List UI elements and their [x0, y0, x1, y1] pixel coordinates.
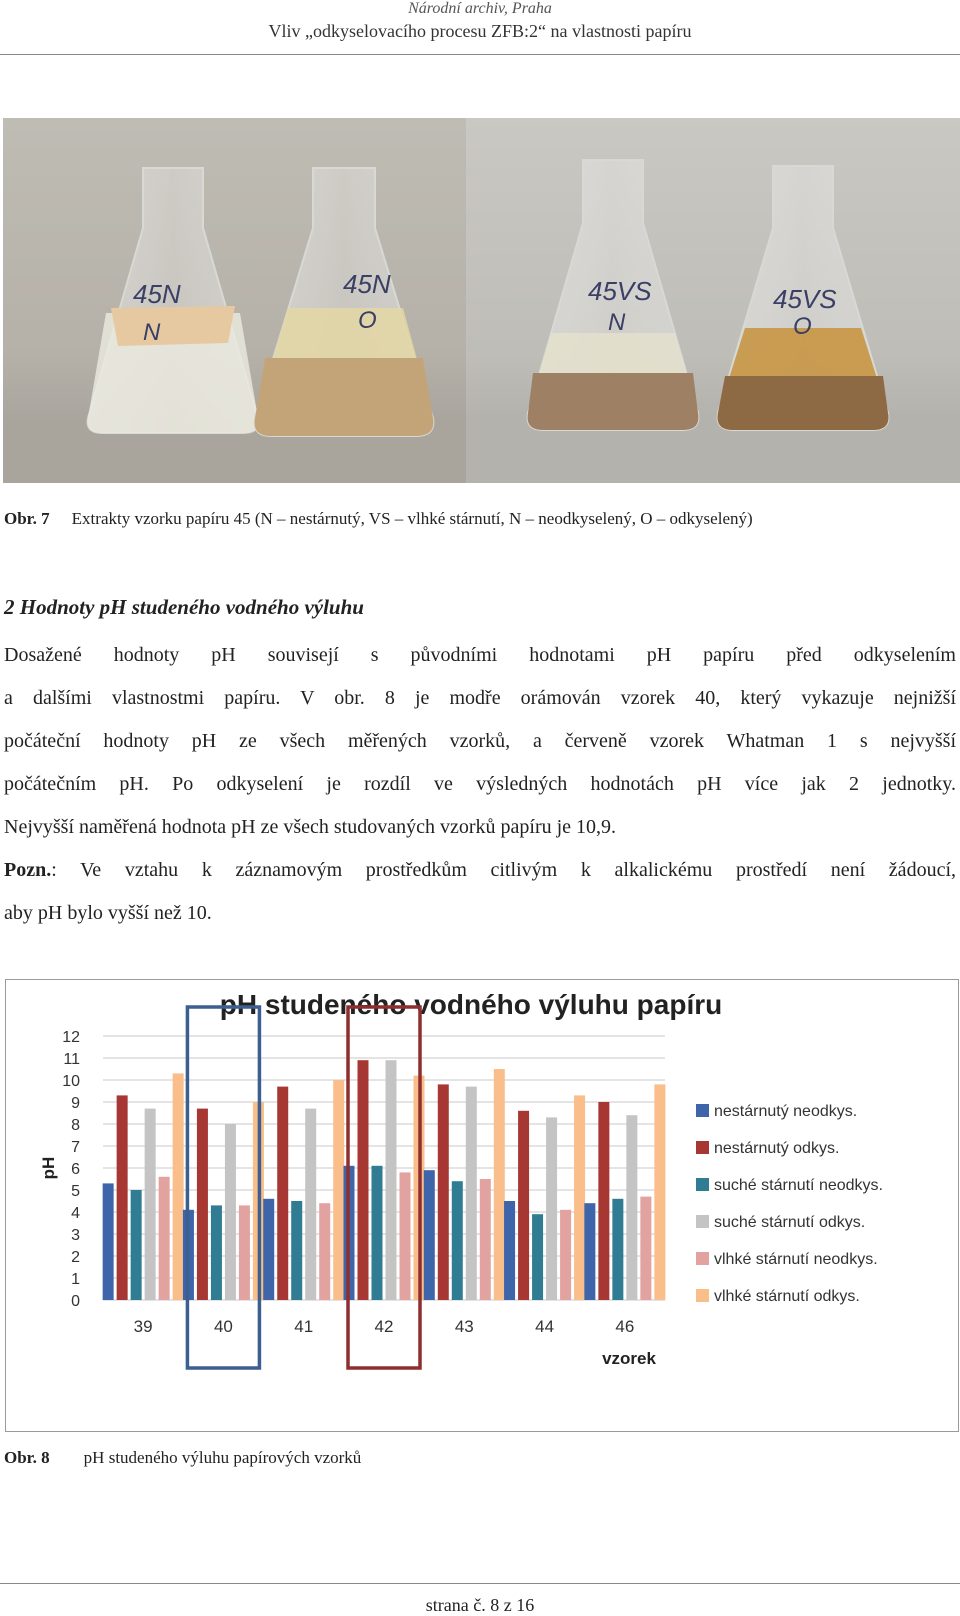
bar [560, 1210, 571, 1300]
bar [333, 1080, 344, 1300]
note-text: : Ve vztahu k záznamovým prostředkům citlivým k alkalickému prostředí není žádoucí, [51, 859, 956, 881]
figure-7-text: Extrakty vzorku papíru 45 (N – nestárnutý, VS – vlhké stárnutí, N – neodkyselený, O – odkyselený) [71, 509, 753, 528]
bar [598, 1102, 609, 1300]
paragraph-line: počátečním pH. Po odkyselení je rozdíl ve výsledných hodnotách pH více jak 2 jednotky. [4, 773, 956, 795]
bar [640, 1197, 651, 1300]
legend-label: suché stárnutí neodkys. [714, 1177, 883, 1194]
bar [103, 1183, 114, 1300]
note-line: aby pH bylo vyšší než 10. [4, 902, 212, 924]
y-tick-label: 9 [71, 1095, 80, 1112]
bar [452, 1181, 463, 1300]
bar [532, 1214, 543, 1300]
bar [319, 1203, 330, 1300]
y-tick-label: 3 [71, 1227, 80, 1244]
header-title: Vliv „odkyselovacího procesu ZFB:2“ na vlastnosti papíru [268, 21, 692, 41]
bar [372, 1166, 383, 1300]
figure-7-caption [4, 509, 753, 529]
note-line [4, 849, 956, 892]
bar [159, 1177, 170, 1300]
flask-1-sublabel: N [143, 319, 161, 346]
bar [211, 1205, 222, 1300]
bar [584, 1203, 595, 1300]
bar [263, 1199, 274, 1300]
y-tick-label: 4 [71, 1205, 80, 1222]
legend-swatch [696, 1215, 709, 1228]
y-tick-label: 7 [71, 1139, 80, 1156]
ph-chart [5, 979, 959, 1432]
legend-swatch [696, 1252, 709, 1265]
flask-1-label: 45N [133, 279, 181, 309]
paragraph-line: Dosažené hodnoty pH souvisejí s původními hodnotami pH papíru před odkyselením [4, 644, 956, 666]
flask-2-sublabel: O [358, 307, 377, 334]
bar [626, 1115, 637, 1300]
figure-8-text: pH studeného výluhu papírových vzorků [83, 1448, 362, 1467]
bar [239, 1205, 250, 1300]
bar [225, 1124, 236, 1300]
y-tick-label: 10 [62, 1073, 80, 1090]
paragraph-line: Nejvyšší naměřená hodnota pH ze všech studovaných vzorků papíru je 10,9. [4, 816, 617, 838]
bar [438, 1084, 449, 1300]
x-tick-label: 46 [615, 1317, 635, 1336]
bar [466, 1087, 477, 1300]
y-axis-label: pH [39, 1156, 58, 1180]
flask-3-label: 45VS [588, 276, 652, 306]
bar [291, 1201, 302, 1300]
section-paragraph [4, 634, 956, 935]
chart-title: pH studeného vodného výluhu papíru [219, 989, 723, 1020]
flask-2-label: 45N [343, 269, 391, 299]
bar [504, 1201, 515, 1300]
bar [358, 1060, 369, 1300]
bar [131, 1190, 142, 1300]
figure-8-caption [4, 1448, 361, 1468]
bar [145, 1109, 156, 1300]
paragraph-line: a dalšími vlastnostmi papíru. V obr. 8 je modře orámován vzorek 40, který vykazuje nejnižší [4, 687, 956, 709]
legend-label: nestárnutý neodkys. [714, 1103, 858, 1120]
section-heading: 2 Hodnoty pH studeného vodného výluhu [4, 595, 364, 619]
legend-swatch [696, 1141, 709, 1154]
footer-divider [0, 1583, 960, 1584]
legend-swatch [696, 1104, 709, 1117]
legend-swatch [696, 1178, 709, 1191]
bar [173, 1073, 184, 1300]
legend-label: nestárnutý odkys. [714, 1140, 840, 1157]
bar [494, 1069, 505, 1300]
y-tick-label: 5 [71, 1183, 80, 1200]
bar [574, 1095, 585, 1300]
header-divider [0, 54, 960, 55]
figure-8-label: Obr. 8 [4, 1448, 50, 1467]
x-axis-label: vzorek [602, 1349, 656, 1368]
bar [277, 1087, 288, 1300]
bar [400, 1172, 411, 1300]
paragraph-line: počáteční hodnoty pH ze všech měřených vzorků, a červeně vzorek Whatman 1 s nejvyšší [4, 730, 956, 752]
x-tick-label: 42 [374, 1317, 394, 1336]
flask-4-sublabel: O [793, 313, 812, 340]
figure-7-label: Obr. 7 [4, 509, 50, 528]
x-tick-label: 41 [294, 1317, 314, 1336]
y-tick-label: 12 [62, 1029, 80, 1046]
page-number: strana č. 8 z 16 [425, 1595, 535, 1615]
bar [424, 1170, 435, 1300]
y-tick-label: 8 [71, 1117, 80, 1134]
flask-3-sublabel: N [608, 309, 626, 336]
note-label: Pozn. [4, 859, 52, 881]
y-tick-label: 6 [71, 1161, 80, 1178]
x-tick-label: 44 [535, 1317, 555, 1336]
y-tick-label: 11 [63, 1051, 80, 1068]
y-tick-label: 0 [71, 1293, 80, 1310]
bar [386, 1060, 397, 1300]
legend-label: suché stárnutí odkys. [714, 1214, 866, 1231]
bar [117, 1095, 128, 1300]
legend-swatch [696, 1289, 709, 1302]
bar [197, 1109, 208, 1300]
legend-label: vlhké stárnutí odkys. [714, 1288, 860, 1305]
y-tick-label: 1 [71, 1271, 80, 1288]
header-institution: Národní archiv, Praha [408, 0, 552, 17]
x-tick-label: 39 [133, 1317, 153, 1336]
bar [612, 1199, 623, 1300]
flasks-photo [3, 118, 960, 483]
x-tick-label: 40 [213, 1317, 233, 1336]
bar [518, 1111, 529, 1300]
bar [305, 1109, 316, 1300]
flask-4-label: 45VS [773, 284, 837, 314]
y-tick-label: 2 [71, 1249, 80, 1266]
ph-chart-svg [6, 980, 958, 1431]
legend-label: vlhké stárnutí neodkys. [714, 1251, 878, 1268]
bar [654, 1084, 665, 1300]
x-tick-label: 43 [454, 1317, 474, 1336]
bar [546, 1117, 557, 1300]
bar [480, 1179, 491, 1300]
